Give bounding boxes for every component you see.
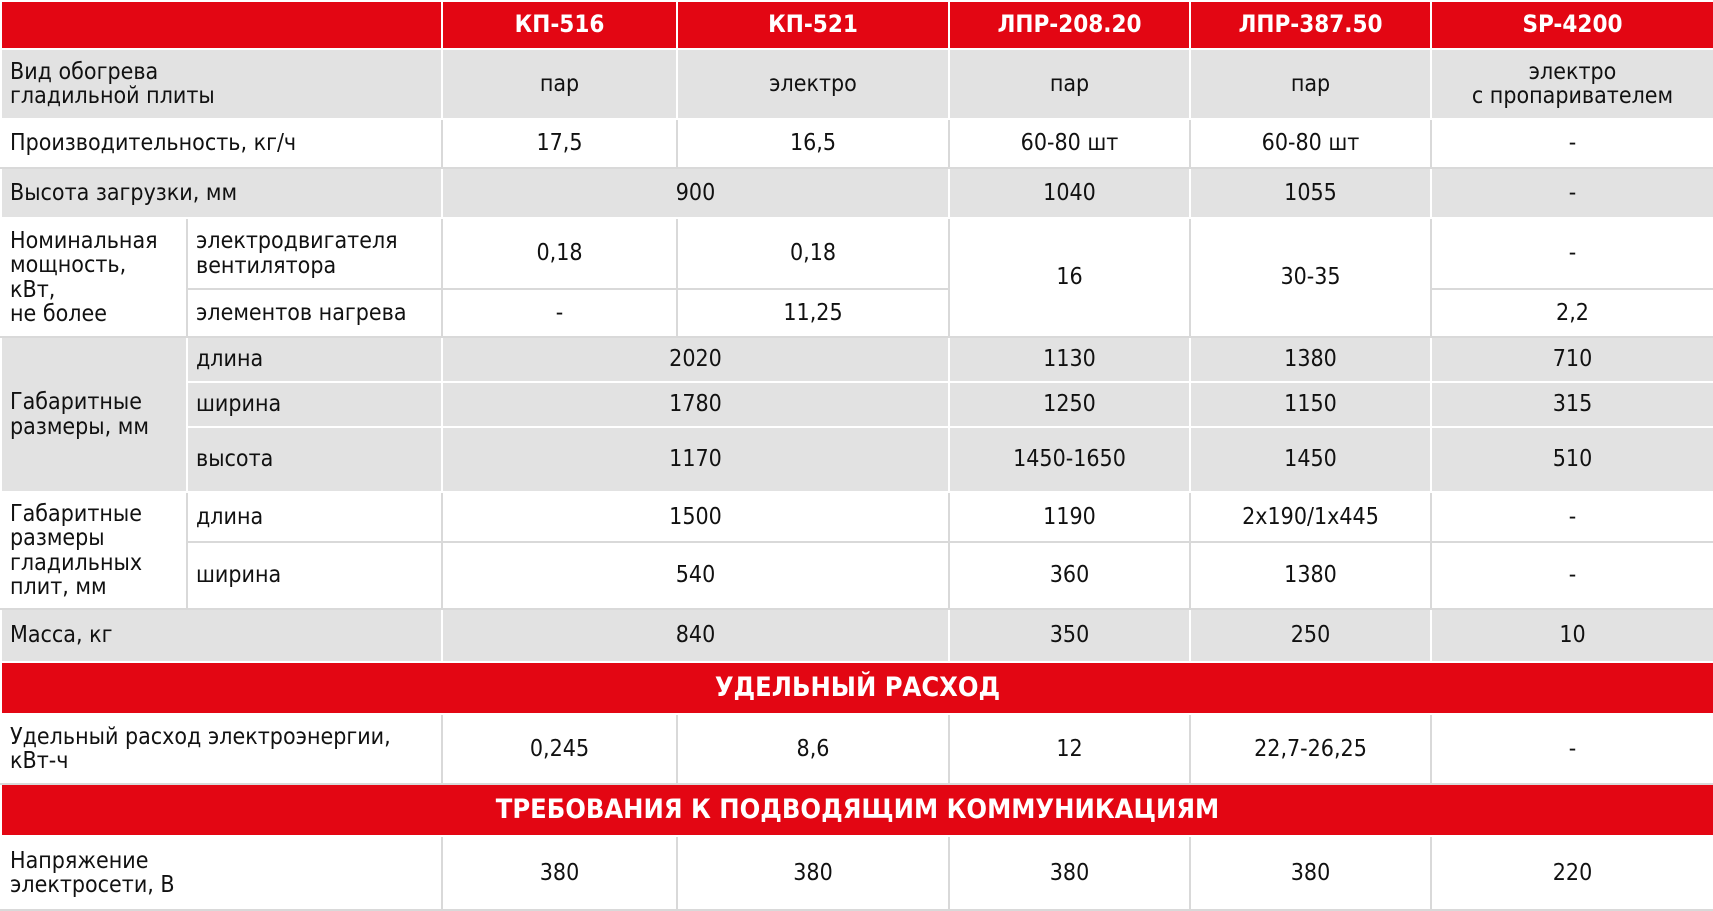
cell-value: 510 [1431, 427, 1713, 492]
cell-value: 1040 [949, 168, 1190, 218]
cell-value: 60-80 шт [1190, 119, 1431, 168]
row-sublabel: ширина [187, 542, 442, 609]
model-header-kp521: КП-521 [677, 1, 949, 49]
cell-value: 1780 [442, 382, 949, 427]
row-sublabel: длина [187, 337, 442, 382]
cell-value: 350 [949, 609, 1190, 662]
header-corner [1, 1, 442, 49]
cell-value: - [1431, 542, 1713, 609]
cell-value: 315 [1431, 382, 1713, 427]
cell-value: 22,7-26,25 [1190, 714, 1431, 784]
cell-value: 2020 [442, 337, 949, 382]
row-mass [1, 609, 1713, 662]
cell-value: пар [442, 49, 677, 119]
cell-value: 710 [1431, 337, 1713, 382]
cell-value: 360 [949, 542, 1190, 609]
row-group-label: Габаритные размеры гладильных плит, мм [1, 492, 187, 609]
row-dimensions-width [1, 382, 1713, 427]
cell-value: 0,18 [442, 218, 677, 289]
cell-value: 900 [442, 168, 949, 218]
cell-value: 11,25 [677, 289, 949, 337]
row-group-label: Габаритные размеры, мм [1, 337, 187, 492]
cell-value: 380 [949, 836, 1190, 910]
row-power-heating [1, 289, 1713, 337]
cell-value: 30-35 [1190, 218, 1431, 337]
row-sublabel: ширина [187, 382, 442, 427]
cell-value: 1380 [1190, 337, 1431, 382]
row-label: Вид обогрева гладильной плиты [1, 49, 442, 119]
row-plate-width [1, 542, 1713, 609]
cell-value: 1190 [949, 492, 1190, 542]
cell-value: 16 [949, 218, 1190, 337]
cell-value: 1380 [1190, 542, 1431, 609]
cell-value: - [1431, 119, 1713, 168]
cell-value: 1250 [949, 382, 1190, 427]
cell-value: 380 [1190, 836, 1431, 910]
row-plate-length [1, 492, 1713, 542]
row-sublabel: элементов нагрева [187, 289, 442, 337]
cell-value: 1170 [442, 427, 949, 492]
row-label: Производительность, кг/ч [1, 119, 442, 168]
cell-value: электро с пропаривателем [1431, 49, 1713, 119]
row-dimensions-height [1, 427, 1713, 492]
row-group-label: Номинальная мощность, кВт, не более [1, 218, 187, 337]
cell-value: 380 [677, 836, 949, 910]
row-label: Напряжение электросети, В [1, 836, 442, 910]
row-sublabel: электродвигателя вентилятора [187, 218, 442, 289]
cell-value: 60-80 шт [949, 119, 1190, 168]
model-header-kp516: КП-516 [442, 1, 677, 49]
cell-value: - [442, 289, 677, 337]
row-label: Удельный расход электроэнергии, кВт-ч [1, 714, 442, 784]
cell-value: 2x190/1x445 [1190, 492, 1431, 542]
cell-value: 1150 [1190, 382, 1431, 427]
cell-value: 2,2 [1431, 289, 1713, 337]
cell-value: 1450-1650 [949, 427, 1190, 492]
cell-value: пар [1190, 49, 1431, 119]
cell-value: электро [677, 49, 949, 119]
model-header-sp4200: SP-4200 [1431, 1, 1713, 49]
row-consumption [1, 714, 1713, 784]
section-title: ТРЕБОВАНИЯ К ПОДВОДЯЩИМ КОММУНИКАЦИЯМ [1, 784, 1713, 836]
cell-value: 8,6 [677, 714, 949, 784]
cell-value: 540 [442, 542, 949, 609]
cell-value: - [1431, 168, 1713, 218]
cell-value: 380 [442, 836, 677, 910]
row-voltage [1, 836, 1713, 910]
header-row [1, 1, 1713, 49]
cell-value: 1055 [1190, 168, 1431, 218]
cell-value: 840 [442, 609, 949, 662]
cell-value: 1130 [949, 337, 1190, 382]
row-label: Масса, кг [1, 609, 442, 662]
section-consumption [1, 662, 1713, 714]
row-dimensions-length [1, 337, 1713, 382]
cell-value: 10 [1431, 609, 1713, 662]
row-heating-type [1, 49, 1713, 119]
row-productivity [1, 119, 1713, 168]
row-power-fan [1, 218, 1713, 289]
cell-value: 220 [1431, 836, 1713, 910]
section-communications [1, 784, 1713, 836]
cell-value: - [1431, 218, 1713, 289]
model-header-lpr387: ЛПР-387.50 [1190, 1, 1431, 49]
row-sublabel: высота [187, 427, 442, 492]
cell-value: 250 [1190, 609, 1431, 662]
cell-value: 17,5 [442, 119, 677, 168]
cell-value: пар [949, 49, 1190, 119]
cell-value: 16,5 [677, 119, 949, 168]
cell-value: 0,245 [442, 714, 677, 784]
cell-value: - [1431, 714, 1713, 784]
cell-value: 1450 [1190, 427, 1431, 492]
cell-value: 1500 [442, 492, 949, 542]
cell-value: 0,18 [677, 218, 949, 289]
model-header-lpr208: ЛПР-208.20 [949, 1, 1190, 49]
row-sublabel: длина [187, 492, 442, 542]
section-title: УДЕЛЬНЫЙ РАСХОД [1, 662, 1713, 714]
row-loading-height [1, 168, 1713, 218]
cell-value: 12 [949, 714, 1190, 784]
row-label: Высота загрузки, мм [1, 168, 442, 218]
cell-value: - [1431, 492, 1713, 542]
